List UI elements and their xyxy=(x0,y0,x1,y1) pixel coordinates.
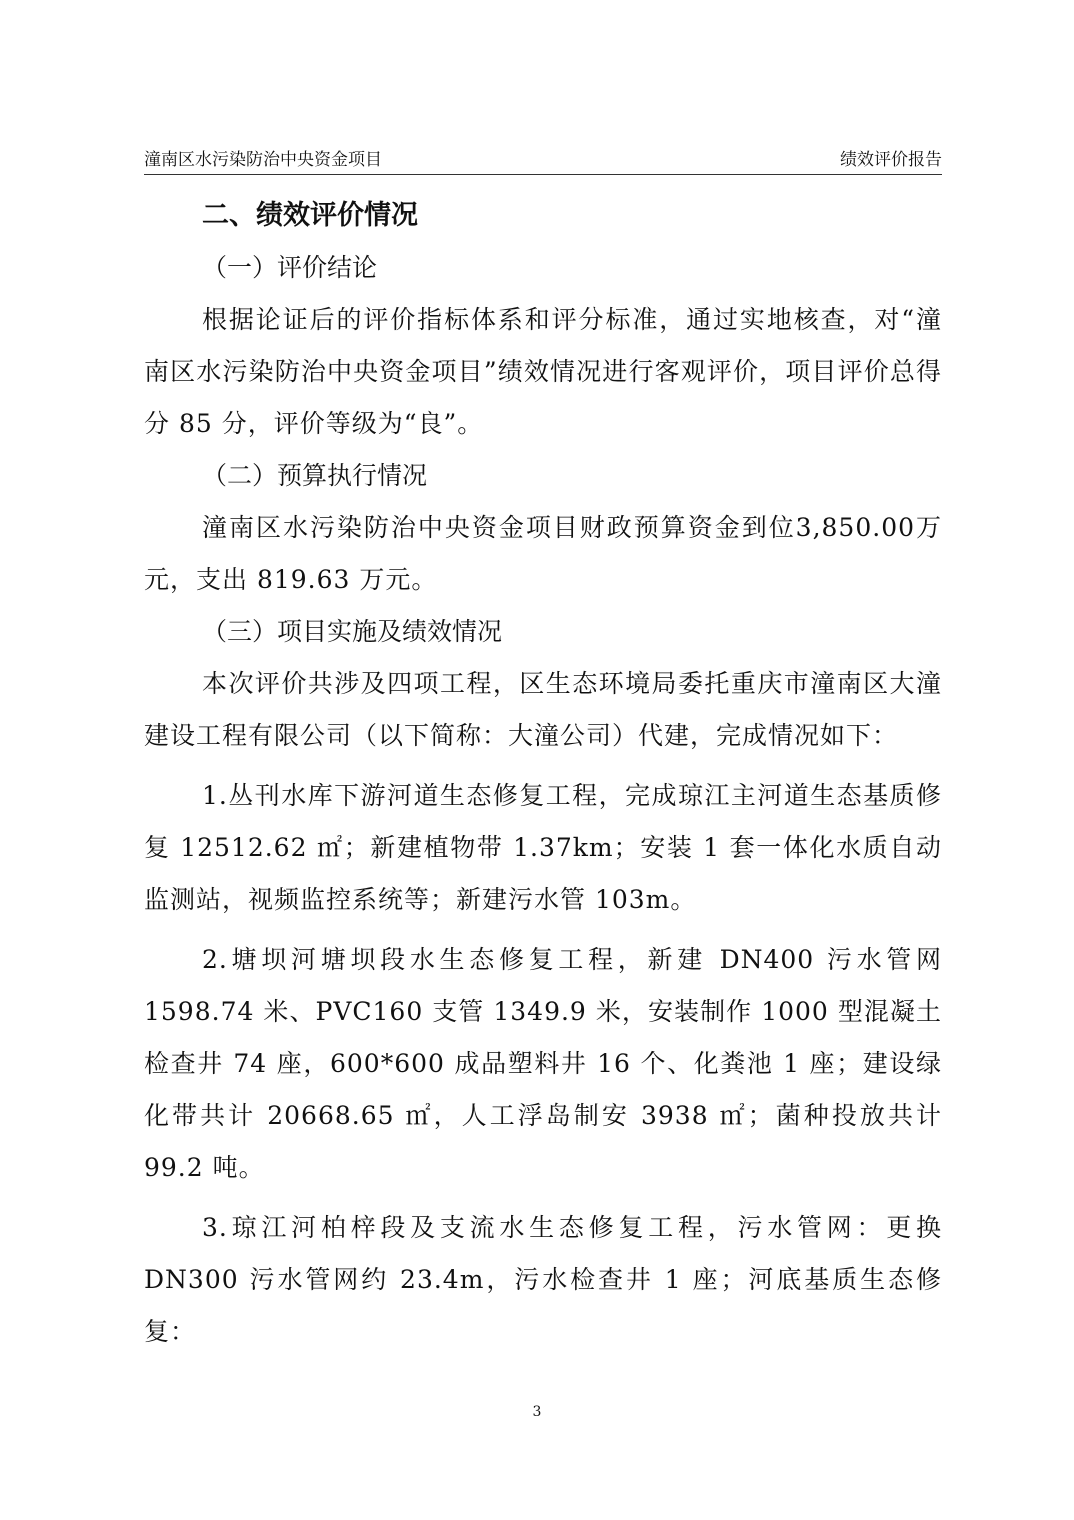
paragraph-item-1: 1.丛刊水库下游河道生态修复工程，完成琼江主河道生态基质修复 12512.62 ㎡；新建植物带 1.37km；安装 1 套一体化水质自动监测站，视频监控系统等；新建污水管 103m。 xyxy=(144,781,942,914)
paragraph-conclusion: 根据论证后的评价指标体系和评分标准，通过实地核查，对“潼南区水污染防治中央资金项目”绩效情况进行客观评价，项目评价总得分 85 分，评价等级为“良”。 xyxy=(144,305,942,438)
running-header xyxy=(144,146,942,175)
subsection-title-conclusion: （一）评价结论 xyxy=(202,253,378,282)
subsection-title-implementation: （三）项目实施及绩效情况 xyxy=(202,617,503,646)
page-number: 3 xyxy=(532,1404,542,1420)
document-body xyxy=(144,190,942,1358)
paragraph-budget: 潼南区水污染防治中央资金项目财政预算资金到位3,850.00万元，支出 819.63 万元。 xyxy=(144,513,942,594)
section-title: 二、绩效评价情况 xyxy=(202,200,418,231)
paragraph-implementation-intro: 本次评价共涉及四项工程，区生态环境局委托重庆市潼南区大潼建设工程有限公司（以下简称：大潼公司）代建，完成情况如下： xyxy=(144,669,942,750)
paragraph-item-3: 3.琼江河柏梓段及支流水生态修复工程，污水管网：更换 DN300 污水管网约 23.4m，污水检查井 1 座；河底基质生态修复： xyxy=(144,1213,942,1346)
paragraph-item-2: 2.塘坝河塘坝段水生态修复工程，新建 DN400 污水管网 1598.74 米、PVC160 支管 1349.9 米，安装制作 1000 型混凝土检查井 74 座，600*600 成品塑料井 16 个、化粪池 1 座；建设绿化带共计 20668.65 ㎡，人工浮岛制安 3938 ㎡；菌种投放共计 99.2 吨。 xyxy=(144,945,942,1182)
header-project-title: 潼南区水污染防治中央资金项目 xyxy=(144,150,382,170)
subsection-title-budget: （二）预算执行情况 xyxy=(202,461,428,490)
header-report-title: 绩效评价报告 xyxy=(840,150,942,170)
